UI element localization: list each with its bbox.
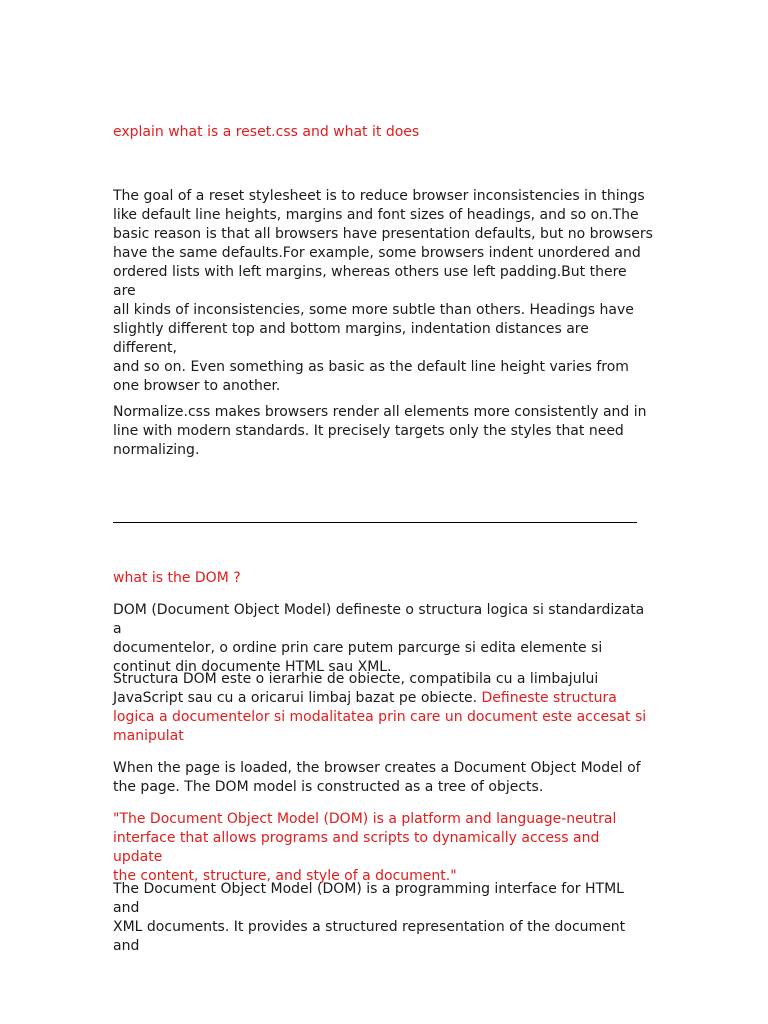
normalize-css-paragraph: Normalize.css makes browsers render all elements more consistently and in line with modern standards. It precisely targets only the styles that need normalizing. [113,404,647,458]
heading-reset-css: explain what is a reset.css and what it does [113,124,420,140]
horizontal-divider [113,522,637,523]
dom-quote-paragraph: "The Document Object Model (DOM) is a platform and language-neutral interface that allows programs and scripts to dynamically access and update the content, structure, and style of a document." [113,811,617,884]
programming-interface-paragraph: The Document Object Model (DOM) is a programming interface for HTML and XML documents. It provides a structured representation of the document and [113,881,626,954]
page-loaded-paragraph: When the page is loaded, the browser creates a Document Object Model of the page. The DOM model is constructed as a tree of objects. [113,760,641,795]
dom-definition-romanian-paragraph: DOM (Document Object Model) defineste o structura logica si standardizata a documentelor, o ordine prin care putem parcurge si edita elemente si continut din documente HTML sau XML. [113,602,645,675]
dom-structure-highlight: Defineste structura logica a documentelor si modalitatea prin care un document este accesat si manipulat [113,690,647,744]
dom-structure-paragraph [113,670,653,746]
heading-what-is-dom: what is the DOM ? [113,570,241,586]
reset-stylesheet-paragraph: The goal of a reset stylesheet is to reduce browser inconsistencies in things like default line heights, margins and font sizes of headings, and so on.The basic reason is that all browsers have presentation defaults, but no browsers have the same defaults.For example, some browsers indent unordered and ordered lists with left margins, whereas others use left padding.But there are all kinds of inconsistencies, some more subtle than others. Headings have slightly different top and bottom margins, indentation distances are different, and so on. Even something as basic as the default line height varies from one browser to another. [113,188,653,394]
dom-structure-text: Structura DOM este o ierarhie de obiecte, compatibila cu a limbajului JavaScript sau cu a oricarui limbaj bazat pe obiecte. [113,671,599,706]
